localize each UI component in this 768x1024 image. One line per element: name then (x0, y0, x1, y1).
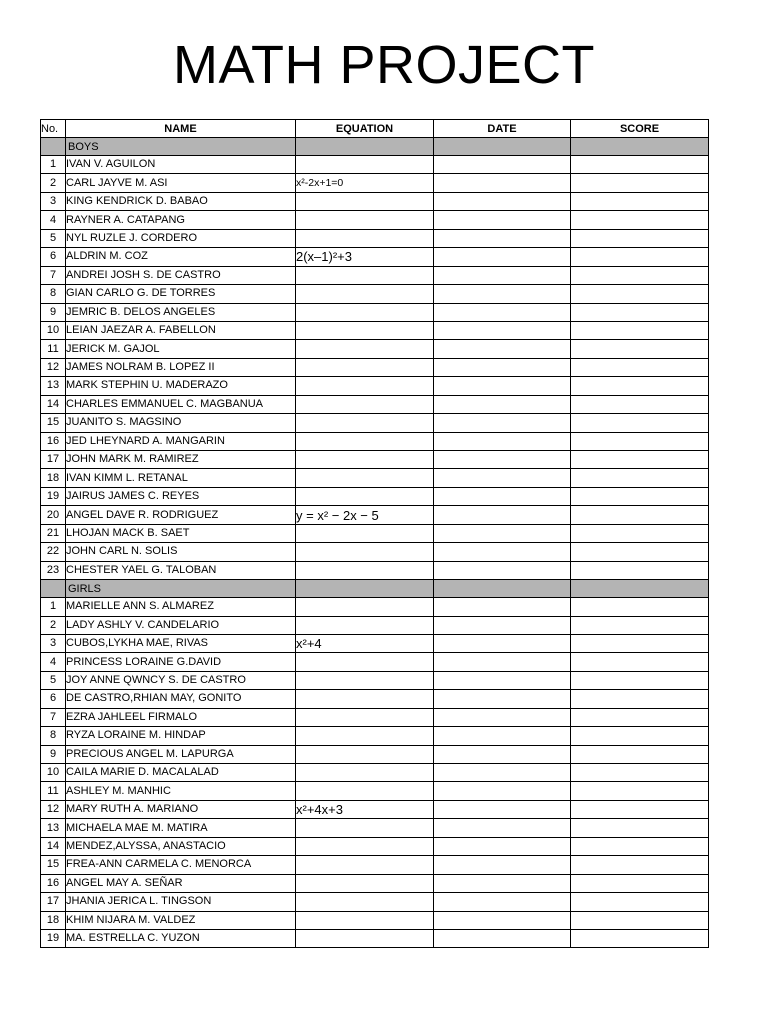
row-number: 13 (41, 819, 66, 837)
row-number: 19 (41, 487, 66, 505)
table-row (41, 727, 709, 745)
student-name: PRECIOUS ANGEL M. LAPURGA (66, 745, 296, 763)
table-row (41, 616, 709, 634)
equation-cell[interactable] (296, 911, 434, 929)
score-cell[interactable] (571, 598, 709, 616)
date-cell[interactable] (434, 303, 571, 321)
score-cell[interactable] (571, 634, 709, 652)
student-name: MARIELLE ANN S. ALMAREZ (66, 598, 296, 616)
equation-cell[interactable] (296, 211, 434, 229)
row-number: 5 (41, 229, 66, 247)
table-row (41, 671, 709, 689)
score-cell[interactable] (571, 782, 709, 800)
table-row (41, 414, 709, 432)
section-no-cell (41, 580, 66, 598)
student-name: RYZA LORAINE M. HINDAP (66, 727, 296, 745)
date-cell[interactable] (434, 487, 571, 505)
score-cell[interactable] (571, 856, 709, 874)
row-number: 4 (41, 653, 66, 671)
equation-cell[interactable] (296, 764, 434, 782)
row-number: 15 (41, 856, 66, 874)
score-cell[interactable] (571, 266, 709, 284)
row-number: 7 (41, 266, 66, 284)
student-name: MA. ESTRELLA C. YUZON (66, 929, 296, 947)
equation-cell[interactable]: x²-2x+1=0 (296, 174, 434, 192)
table-row (41, 248, 709, 266)
header-name: NAME (66, 120, 296, 138)
row-number: 5 (41, 671, 66, 689)
page-title: MATH PROJECT (173, 35, 595, 95)
equation-cell[interactable] (296, 358, 434, 376)
equation-cell[interactable] (296, 856, 434, 874)
equation-cell[interactable] (296, 561, 434, 579)
date-cell[interactable] (434, 174, 571, 192)
score-cell[interactable] (571, 248, 709, 266)
student-name: JAMES NOLRAM B. LOPEZ II (66, 358, 296, 376)
score-cell[interactable] (571, 929, 709, 947)
date-cell[interactable] (434, 377, 571, 395)
row-number: 10 (41, 321, 66, 339)
date-cell[interactable] (434, 653, 571, 671)
row-number: 9 (41, 745, 66, 763)
score-cell[interactable] (571, 174, 709, 192)
table-row (41, 285, 709, 303)
date-cell[interactable] (434, 506, 571, 524)
score-cell[interactable] (571, 690, 709, 708)
student-name: LHOJAN MACK B. SAET (66, 524, 296, 542)
date-cell[interactable] (434, 929, 571, 947)
table-row (41, 211, 709, 229)
student-name: ALDRIN M. COZ (66, 248, 296, 266)
table-row (41, 653, 709, 671)
equation-cell[interactable] (296, 874, 434, 892)
table-row (41, 782, 709, 800)
date-cell[interactable] (434, 192, 571, 210)
row-number: 14 (41, 837, 66, 855)
student-name: MARK STEPHIN U. MADERAZO (66, 377, 296, 395)
header-row (41, 120, 709, 138)
date-cell[interactable] (434, 524, 571, 542)
equation-cell[interactable] (296, 321, 434, 339)
girls-section-row (41, 580, 709, 598)
table-row (41, 856, 709, 874)
table-row (41, 524, 709, 542)
table-row (41, 837, 709, 855)
equation-cell[interactable] (296, 377, 434, 395)
table-row (41, 192, 709, 210)
equation-cell[interactable]: y = x² − 2x − 5 (296, 506, 434, 524)
row-number: 16 (41, 432, 66, 450)
equation-cell[interactable] (296, 432, 434, 450)
table-row (41, 911, 709, 929)
equation-cell[interactable] (296, 782, 434, 800)
student-name: KING KENDRICK D. BABAO (66, 192, 296, 210)
score-cell[interactable] (571, 156, 709, 174)
section-empty-cell (296, 580, 434, 598)
date-cell[interactable] (434, 616, 571, 634)
row-number: 6 (41, 248, 66, 266)
table-row (41, 303, 709, 321)
student-name: IVAN KIMM L. RETANAL (66, 469, 296, 487)
score-cell[interactable] (571, 303, 709, 321)
equation-cell[interactable] (296, 708, 434, 726)
equation-cell[interactable] (296, 598, 434, 616)
date-cell[interactable] (434, 856, 571, 874)
score-cell[interactable] (571, 285, 709, 303)
row-number: 18 (41, 911, 66, 929)
date-cell[interactable] (434, 229, 571, 247)
student-name: ANDREI JOSH S. DE CASTRO (66, 266, 296, 284)
date-cell[interactable] (434, 708, 571, 726)
header-date: DATE (434, 120, 571, 138)
student-name: JEMRIC B. DELOS ANGELES (66, 303, 296, 321)
student-name: KHIM NIJARA M. VALDEZ (66, 911, 296, 929)
equation-cell[interactable]: 2(x–1)²+3 (296, 248, 434, 266)
score-cell[interactable] (571, 229, 709, 247)
table-row (41, 506, 709, 524)
score-cell[interactable] (571, 819, 709, 837)
row-number: 11 (41, 340, 66, 358)
score-cell[interactable] (571, 524, 709, 542)
score-cell[interactable] (571, 543, 709, 561)
table-row (41, 395, 709, 413)
equation-cell[interactable] (296, 229, 434, 247)
table-row (41, 561, 709, 579)
table-row (41, 432, 709, 450)
date-cell[interactable] (434, 911, 571, 929)
date-cell[interactable] (434, 671, 571, 689)
student-name: CHESTER YAEL G. TALOBAN (66, 561, 296, 579)
equation-cell[interactable] (296, 616, 434, 634)
student-name: CAILA MARIE D. MACALALAD (66, 764, 296, 782)
equation-cell[interactable] (296, 469, 434, 487)
student-name: MICHAELA MAE M. MATIRA (66, 819, 296, 837)
date-cell[interactable] (434, 451, 571, 469)
equation-cell[interactable] (296, 690, 434, 708)
score-cell[interactable] (571, 451, 709, 469)
student-name: JERICK M. GAJOL (66, 340, 296, 358)
equation-cell[interactable] (296, 266, 434, 284)
equation-cell[interactable] (296, 192, 434, 210)
section-empty-cell (571, 138, 709, 156)
equation-cell[interactable] (296, 653, 434, 671)
date-cell[interactable] (434, 598, 571, 616)
table-row (41, 929, 709, 947)
score-cell[interactable] (571, 708, 709, 726)
score-cell[interactable] (571, 506, 709, 524)
date-cell[interactable] (434, 395, 571, 413)
date-cell[interactable] (434, 837, 571, 855)
row-number: 14 (41, 395, 66, 413)
score-cell[interactable] (571, 653, 709, 671)
date-cell[interactable] (434, 874, 571, 892)
student-name: JED LHEYNARD A. MANGARIN (66, 432, 296, 450)
row-number: 21 (41, 524, 66, 542)
date-cell[interactable] (434, 156, 571, 174)
equation-cell[interactable] (296, 303, 434, 321)
table-row (41, 487, 709, 505)
table-row (41, 745, 709, 763)
equation-cell[interactable] (296, 671, 434, 689)
girls-section-label: GIRLS (66, 580, 296, 598)
header-equation: EQUATION (296, 120, 434, 138)
score-cell[interactable] (571, 340, 709, 358)
student-name: LADY ASHLY V. CANDELARIO (66, 616, 296, 634)
score-cell[interactable] (571, 616, 709, 634)
student-name: MARY RUTH A. MARIANO (66, 800, 296, 818)
date-cell[interactable] (434, 634, 571, 652)
student-name: IVAN V. AGUILON (66, 156, 296, 174)
equation-cell[interactable] (296, 487, 434, 505)
row-number: 10 (41, 764, 66, 782)
row-number: 2 (41, 616, 66, 634)
equation-cell[interactable] (296, 543, 434, 561)
date-cell[interactable] (434, 414, 571, 432)
student-name: JOHN CARL N. SOLIS (66, 543, 296, 561)
date-cell[interactable] (434, 211, 571, 229)
student-name: CHARLES EMMANUEL C. MAGBANUA (66, 395, 296, 413)
score-cell[interactable] (571, 911, 709, 929)
boys-section-row (41, 138, 709, 156)
row-number: 3 (41, 634, 66, 652)
table-row (41, 893, 709, 911)
date-cell[interactable] (434, 745, 571, 763)
equation-cell[interactable] (296, 285, 434, 303)
equation-cell[interactable] (296, 414, 434, 432)
student-name: JOY ANNE QWNCY S. DE CASTRO (66, 671, 296, 689)
section-empty-cell (571, 580, 709, 598)
student-name: CARL JAYVE M. ASI (66, 174, 296, 192)
table-row (41, 819, 709, 837)
header-no: No. (41, 120, 66, 138)
equation-cell[interactable]: x²+4x+3 (296, 800, 434, 818)
date-cell[interactable] (434, 358, 571, 376)
student-name: JAIRUS JAMES C. REYES (66, 487, 296, 505)
table-row (41, 321, 709, 339)
table-row (41, 634, 709, 652)
equation-cell[interactable] (296, 745, 434, 763)
row-number: 13 (41, 377, 66, 395)
score-cell[interactable] (571, 561, 709, 579)
table-row (41, 690, 709, 708)
student-name: LEIAN JAEZAR A. FABELLON (66, 321, 296, 339)
section-no-cell (41, 138, 66, 156)
date-cell[interactable] (434, 285, 571, 303)
row-number: 1 (41, 156, 66, 174)
score-cell[interactable] (571, 727, 709, 745)
student-name: EZRA JAHLEEL FIRMALO (66, 708, 296, 726)
row-number: 20 (41, 506, 66, 524)
score-cell[interactable] (571, 745, 709, 763)
row-number: 16 (41, 874, 66, 892)
table-row (41, 358, 709, 376)
row-number: 17 (41, 451, 66, 469)
student-name: ANGEL MAY A. SEÑAR (66, 874, 296, 892)
date-cell[interactable] (434, 321, 571, 339)
row-number: 7 (41, 708, 66, 726)
table-row (41, 174, 709, 192)
score-cell[interactable] (571, 469, 709, 487)
table-row (41, 266, 709, 284)
section-empty-cell (434, 138, 571, 156)
row-number: 2 (41, 174, 66, 192)
row-number: 8 (41, 727, 66, 745)
equation-cell[interactable] (296, 156, 434, 174)
student-name: JHANIA JERICA L. TINGSON (66, 893, 296, 911)
student-name: ASHLEY M. MANHIC (66, 782, 296, 800)
table-row (41, 708, 709, 726)
table-row (41, 598, 709, 616)
equation-cell[interactable] (296, 395, 434, 413)
equation-cell[interactable] (296, 819, 434, 837)
boys-section-label: BOYS (66, 138, 296, 156)
student-name: DE CASTRO,RHIAN MAY, GONITO (66, 690, 296, 708)
score-cell[interactable] (571, 321, 709, 339)
score-cell[interactable] (571, 414, 709, 432)
equation-cell[interactable]: x²+4 (296, 634, 434, 652)
equation-cell[interactable] (296, 451, 434, 469)
student-name: JOHN MARK M. RAMIREZ (66, 451, 296, 469)
date-cell[interactable] (434, 340, 571, 358)
row-number: 15 (41, 414, 66, 432)
section-empty-cell (296, 138, 434, 156)
table-row (41, 451, 709, 469)
row-number: 19 (41, 929, 66, 947)
score-cell[interactable] (571, 395, 709, 413)
row-number: 4 (41, 211, 66, 229)
date-cell[interactable] (434, 469, 571, 487)
student-name: JUANITO S. MAGSINO (66, 414, 296, 432)
equation-cell[interactable] (296, 340, 434, 358)
date-cell[interactable] (434, 819, 571, 837)
score-cell[interactable] (571, 192, 709, 210)
student-name: CUBOS,LYKHA MAE, RIVAS (66, 634, 296, 652)
table-row (41, 156, 709, 174)
date-cell[interactable] (434, 561, 571, 579)
table-row (41, 764, 709, 782)
student-name: RAYNER A. CATAPANG (66, 211, 296, 229)
date-cell[interactable] (434, 800, 571, 818)
score-cell[interactable] (571, 874, 709, 892)
date-cell[interactable] (434, 432, 571, 450)
row-number: 12 (41, 358, 66, 376)
student-table (40, 119, 709, 948)
table-body (41, 138, 709, 948)
student-name: GIAN CARLO G. DE TORRES (66, 285, 296, 303)
score-cell[interactable] (571, 764, 709, 782)
table-row (41, 377, 709, 395)
equation-cell[interactable] (296, 524, 434, 542)
equation-cell[interactable] (296, 929, 434, 947)
score-cell[interactable] (571, 377, 709, 395)
score-cell[interactable] (571, 358, 709, 376)
date-cell[interactable] (434, 727, 571, 745)
date-cell[interactable] (434, 266, 571, 284)
equation-cell[interactable] (296, 893, 434, 911)
student-name: PRINCESS LORAINE G.DAVID (66, 653, 296, 671)
student-name: MENDEZ,ALYSSA, ANASTACIO (66, 837, 296, 855)
row-number: 9 (41, 303, 66, 321)
score-cell[interactable] (571, 671, 709, 689)
table-row (41, 340, 709, 358)
row-number: 8 (41, 285, 66, 303)
equation-cell[interactable] (296, 727, 434, 745)
date-cell[interactable] (434, 543, 571, 561)
table-row (41, 229, 709, 247)
date-cell[interactable] (434, 782, 571, 800)
date-cell[interactable] (434, 248, 571, 266)
table-row (41, 874, 709, 892)
date-cell[interactable] (434, 690, 571, 708)
row-number: 6 (41, 690, 66, 708)
student-name: FREA-ANN CARMELA C. MENORCA (66, 856, 296, 874)
date-cell[interactable] (434, 764, 571, 782)
table-row (41, 543, 709, 561)
row-number: 17 (41, 893, 66, 911)
score-cell[interactable] (571, 837, 709, 855)
row-number: 23 (41, 561, 66, 579)
score-cell[interactable] (571, 893, 709, 911)
score-cell[interactable] (571, 487, 709, 505)
student-name: ANGEL DAVE R. RODRIGUEZ (66, 506, 296, 524)
row-number: 18 (41, 469, 66, 487)
header-score: SCORE (571, 120, 709, 138)
row-number: 22 (41, 543, 66, 561)
section-empty-cell (434, 580, 571, 598)
date-cell[interactable] (434, 893, 571, 911)
table-row (41, 800, 709, 818)
student-name: NYL RUZLE J. CORDERO (66, 229, 296, 247)
equation-cell[interactable] (296, 837, 434, 855)
score-cell[interactable] (571, 432, 709, 450)
table-row (41, 469, 709, 487)
row-number: 3 (41, 192, 66, 210)
row-number: 1 (41, 598, 66, 616)
row-number: 12 (41, 800, 66, 818)
score-cell[interactable] (571, 211, 709, 229)
score-cell[interactable] (571, 800, 709, 818)
row-number: 11 (41, 782, 66, 800)
